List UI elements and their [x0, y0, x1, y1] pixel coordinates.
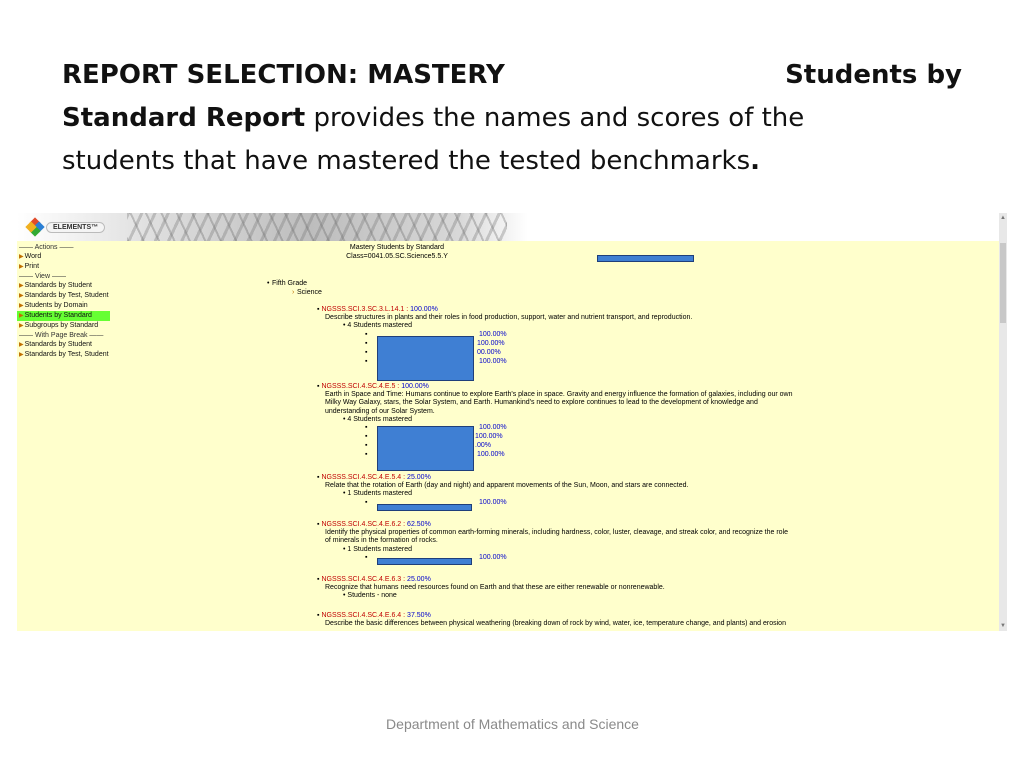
logo-text: ELEMENTS™: [46, 222, 105, 233]
menu-item[interactable]: [17, 321, 137, 331]
slide-title-right: Students by: [785, 60, 962, 90]
mastered-count: [317, 490, 877, 498]
menu-item-label: Word: [24, 253, 42, 260]
menu-item[interactable]: [17, 281, 137, 291]
slide-line3: students that have mastered the tested benchmarks: [62, 146, 751, 176]
student-score: 00.00%: [477, 348, 501, 356]
student-score: 100.00%: [479, 357, 507, 365]
menu-item[interactable]: [17, 301, 137, 311]
mastered-count: [317, 546, 877, 554]
redacted-student-names: [377, 504, 472, 511]
student-score: .00%: [475, 442, 491, 450]
triangle-right-icon: ▶: [19, 254, 24, 260]
menu-section-header: —— Actions ——: [17, 243, 137, 252]
student-score: 100.00%: [479, 424, 507, 432]
grade-text: Fifth Grade: [272, 280, 308, 287]
menu-row: [17, 262, 137, 272]
menu-row: [17, 311, 137, 321]
standard-description: of minerals in the formation of rocks.: [325, 537, 438, 545]
student-score: 100.00%: [477, 339, 505, 347]
standard-percent: 25.00%: [407, 474, 431, 481]
bullet-icon: ▪: [365, 433, 368, 441]
standard-percent: 100.00%: [410, 306, 438, 313]
bullet-icon: •: [343, 415, 348, 423]
triangle-right-icon: ▶: [19, 303, 24, 309]
grade-label: • Fifth Grade: [267, 280, 308, 287]
menu-row: [17, 291, 137, 301]
standard-description: Recognize that humans need resources found on Earth and that these are either renewable or nonrenewable.: [325, 584, 665, 592]
scroll-up-icon[interactable]: ▲: [1000, 215, 1006, 221]
bullet-icon: ▪: [317, 612, 322, 619]
bullet-icon: ▪: [317, 306, 322, 313]
bullet-icon: •: [343, 322, 348, 330]
redacted-student-names: [377, 426, 474, 471]
triangle-right-icon: ▶: [19, 264, 24, 270]
standard-code[interactable]: NGSSS.SCI.4.SC.4.E.5 :: [321, 383, 400, 390]
slide-subtitle-bold: Standard Report: [62, 103, 306, 133]
menu-item-label: Subgroups by Standard: [24, 322, 99, 329]
menu-section-header: —— View ——: [17, 272, 137, 281]
vertical-scrollbar[interactable]: [999, 213, 1007, 631]
standard-description: Describe structures in plants and their roles in food production, support, water and nutrient transport, and reproduction.: [325, 314, 693, 322]
triangle-right-icon: ▶: [19, 283, 24, 289]
menu-item-label: Standards by Student: [24, 341, 92, 348]
bullet-icon: ▪: [365, 348, 368, 356]
standard-code[interactable]: NGSSS.SCI.4.SC.4.E.5.4 :: [321, 474, 406, 481]
menu-item[interactable]: [17, 262, 137, 272]
mastered-text: 1 Students mastered: [347, 545, 412, 553]
student-score: 100.00%: [479, 498, 507, 506]
bullet-icon: ▪: [365, 330, 368, 338]
menu-row: [17, 350, 137, 360]
menu-item-label: Standards by Test, Student: [24, 292, 109, 299]
standard-block: [317, 612, 877, 628]
scroll-down-icon[interactable]: ▼: [1000, 623, 1006, 629]
app-banner: [17, 213, 999, 241]
standard-code[interactable]: NGSSS.SCI.3.SC.3.L.14.1 :: [321, 306, 409, 313]
standard-code[interactable]: NGSSS.SCI.4.SC.4.E.6.4 :: [321, 612, 406, 619]
student-score: 100.00%: [479, 553, 507, 561]
mastered-count: [317, 592, 877, 600]
bullet-icon: ▪: [317, 474, 322, 481]
report-title: Mastery Students by Standard: [349, 244, 445, 251]
bullet-icon: ▪: [365, 553, 368, 561]
standard-percent: 25.00%: [407, 576, 431, 583]
triangle-right-icon: ▶: [19, 352, 24, 358]
elements-logo-icon: [27, 219, 43, 235]
menu-item-label: Students by Standard: [24, 312, 92, 319]
bullet-icon: ▪: [317, 521, 322, 528]
slide-footer: Department of Mathematics and Science: [386, 716, 639, 732]
mastered-text: 1 Students mastered: [347, 490, 412, 498]
mastered-text: 4 Students mastered: [347, 415, 412, 423]
bullet-icon: •: [343, 592, 348, 600]
bullet-icon: ▪: [317, 576, 322, 583]
standard-code[interactable]: NGSSS.SCI.4.SC.4.E.6.3 :: [321, 576, 406, 583]
redacted-student-names: [377, 558, 472, 565]
menu-item[interactable]: [17, 340, 137, 350]
bullet-icon: ▪: [317, 383, 322, 390]
standard-description: Milky Way Galaxy, stars, the Solar System, and Earth. Humankind's need to explore continues to lead to the development of knowledge and: [325, 399, 758, 407]
elements-logo[interactable]: [27, 217, 105, 237]
redacted-student-names: [377, 336, 474, 381]
redacted-name: [597, 255, 694, 262]
standard-heading: [317, 521, 877, 529]
standard-percent: 100.00%: [401, 383, 429, 390]
standard-percent: 37.50%: [407, 612, 431, 619]
mastered-count: [317, 416, 877, 424]
bullet-icon: ▪: [365, 424, 368, 432]
report-screenshot: [17, 213, 1007, 631]
student-score: 100.00%: [477, 451, 505, 459]
menu-item[interactable]: [17, 311, 110, 321]
standard-heading: [317, 383, 877, 391]
standard-description: understanding of our Solar System.: [325, 407, 435, 415]
bullet-icon: ▪: [365, 339, 368, 347]
bullet-icon: ▪: [365, 357, 368, 365]
triangle-right-icon: ▶: [19, 342, 24, 348]
report-class: Class=0041.05.SC.Science5.5.Y: [346, 253, 448, 260]
subject-text: Science: [297, 289, 322, 296]
standard-description: Relate that the rotation of Earth (day and night) and apparent movements of the Sun, Moon, and stars are connected.: [325, 482, 689, 490]
standard-description: Identify the physical properties of common earth-forming minerals, including hardness, color, luster, cleavage, and streak color, and recognize the role: [325, 529, 789, 537]
standard-description: Earth in Space and Time: Humans continue to explore Earth's place in space. Gravity and energy influence the formation of galaxies, including our own: [325, 391, 793, 399]
standard-description: Describe the basic differences between physical weathering (breaking down of rock by wind, water, ice, temperature change, and plants) and erosion: [325, 620, 786, 628]
bullet-icon: ▪: [365, 498, 368, 506]
menu-item[interactable]: [17, 252, 137, 262]
menu-item[interactable]: [17, 291, 137, 301]
slide-title: REPORT SELECTION: MASTERY: [62, 60, 505, 90]
slide-heading: [62, 54, 972, 183]
menu-section-header: —— With Page Break ——: [17, 331, 137, 340]
mastered-text: 4 Students mastered: [347, 322, 412, 330]
menu-item-label: Standards by Student: [24, 282, 92, 289]
standard-heading: [317, 576, 877, 584]
standard-heading: [317, 612, 877, 620]
bullet-icon: ▪: [365, 442, 368, 450]
triangle-right-icon: ▶: [19, 313, 24, 319]
slide-subtitle-rest: provides the names and scores of the: [305, 103, 805, 133]
slide-line3-period: .: [750, 146, 761, 176]
triangle-right-icon: ▶: [19, 323, 24, 329]
menu-item-label: Students by Domain: [24, 302, 88, 309]
menu-row: [17, 281, 137, 291]
student-score: 100.00%: [475, 433, 503, 441]
standard-percent: 62.50%: [407, 521, 431, 528]
standard-block: [317, 474, 877, 508]
bullet-icon: ▪: [365, 451, 368, 459]
scrollbar-thumb[interactable]: [1000, 243, 1006, 323]
standard-heading: [317, 474, 877, 482]
menu-row: [17, 252, 137, 262]
standard-block: [317, 521, 877, 563]
standard-block: [317, 576, 877, 601]
subject-label: › Science: [292, 289, 322, 296]
mastered-text: Students - none: [347, 592, 397, 600]
banner-decoration: [127, 213, 507, 241]
menu-item[interactable]: [17, 350, 137, 360]
menu-row: [17, 301, 137, 311]
menu-item-label: Print: [24, 263, 40, 270]
menu-item-label: Standards by Test, Student: [24, 351, 109, 358]
standard-heading: [317, 306, 877, 314]
menu-row: [17, 321, 137, 331]
left-menu: [17, 243, 137, 360]
bullet-icon: •: [343, 490, 348, 498]
mastered-count: [317, 322, 877, 330]
triangle-right-icon: ▶: [19, 293, 24, 299]
bullet-icon: •: [343, 545, 348, 553]
menu-row: [17, 340, 137, 350]
standard-code[interactable]: NGSSS.SCI.4.SC.4.E.6.2 :: [321, 521, 406, 528]
student-score: 100.00%: [479, 330, 507, 338]
report-title-block: [247, 243, 547, 261]
